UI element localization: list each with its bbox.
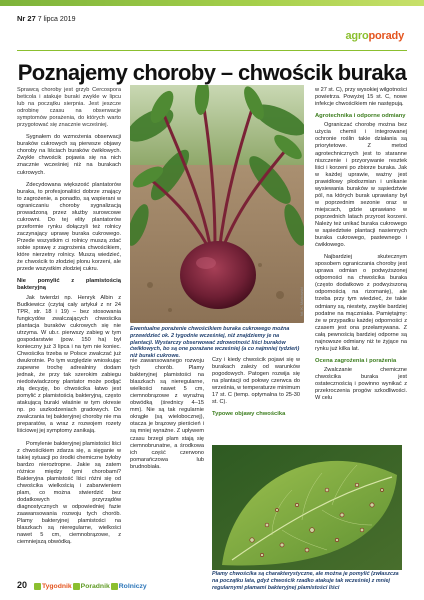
section-logo-part2: porady (368, 30, 404, 42)
issue-info (17, 14, 75, 23)
brand-mark-icon (73, 583, 80, 590)
page-number: 20 (17, 580, 28, 590)
brand-mark-icon (111, 583, 118, 590)
paragraph: Czy i kiedy chwościk pojawi się w burakach zależy od warunków pogodowych. Patogen rozwija się na plantacji od połowy czerwca do września, w temperaturze minimum 17 st. C (temp. optymalna to 25-30 st. C). (212, 357, 300, 406)
subheading-assessment: Ocena zagrożenia i porażenia (315, 357, 397, 364)
brand-part-1: Tygodnik (41, 583, 72, 590)
photo-credit: fot. K. Markowski (300, 287, 304, 316)
beet-field-photo (130, 85, 304, 323)
paragraph: Sygnałem do wzmożenia obserwacji buraków cukrowych są pierwsze objawy choroby na liściach buraków ćwikłowych. Zwykle chwościk pojawia się na nich znacznie wcześniej niż na burakach cukrowych. (17, 134, 121, 176)
brand-part-3: Rolniczy (118, 583, 147, 590)
article-intro: Sprawcą choroby jest grzyb Cercospora beticola i atakuje buraki zwykle w lipcu lub na początku sierpnia. Jest jeszcze odrobinę czasu na obserwacje symptomów porażenia, do których warto przygotować się znacznie wcześniej. (17, 87, 121, 129)
article-title: Poznajemy choroby – chwościk buraka (17, 60, 407, 85)
subheading-agrotechnics: Agrotechnika i odporne odmiany (315, 113, 406, 120)
brand-part-2: Poradnik (80, 583, 110, 590)
top-accent-stripe (0, 0, 424, 6)
paragraph: Pomylenie bakteryjnej plamistości liści z chwościkiem zdarza się, a sięganie w takiej sytuacji po środki chemiczne byłoby bardzo nieroztropne. Jakie są zatem różnice między tymi chorobami? Bakteryjna plamistość liści różni się od chwościka wielkością i zabarwieniem plam, co można stwierdzić bez dodatkowych przyrządów diagnostycznych w odpowiedniej fazie zaawansowania rozwoju tych chorób. Plamy bakteryjnej plamistości na blaszkach są nieregularne, wielkości nawet 5 cm, ciemnobrązowe, z ciemniejszą obwódką. (17, 440, 121, 546)
leaf-spots-photo (212, 445, 402, 570)
header-divider (17, 50, 407, 51)
issue-date: 7 lipca 2019 (37, 16, 76, 23)
beet-photo-illustration (130, 85, 304, 323)
photo-caption: Ewentualne porażenie chwościkiem buraka cukrowego można przewidzieć ok. 2 tygodnie wcześniej, niż znajdziemy je na plantacji. Wystarczy obserwować zdrowotność liści buraków ćwikłowych, bo są one porażane wcześniej (a co najmniej tydzień) niż buraki cukrowe. (130, 326, 300, 360)
paragraph: nie zawansowanego rozwoju tych chorób. Plamy bakteryjnej plamistości na blaszkach są nieregularne, wielkości nawet 5 cm, ciemnobrązowe z wyraźną obwódką (średnicy 4–15 mm). Nie są tak regularnie okrągłe (są wielobocznej), otacza je brązowy pierścień i są mniej wyraźne. Z upływem czasu brzegi plam stają się ciemnobrunatne, a środkowa ich część czerwono pomarańczowa lub brudnobiała. (130, 358, 204, 470)
brand-mark-icon (34, 583, 41, 590)
article-column-1 (17, 87, 121, 551)
paragraph: Zdecydowana większość plantatorów buraka, to profesjonaliści dobrze znający to zagrożenie, a ponadto, są wspierani w ograniczaniu choroby sygnalizacją prowadzoną przez służby surowcowe cukrowni. Do tej elity plantatorów przeformie rynku dołączyli też rolnicy zaczynający uprawę buraka cukrowego. Przede wszystkim ci rolnicy muszą zdać sobie sprawę z zagrożenia chwościkiem, które nierzetny rolnicy. Muszą wiedzieć, że chwościk to złodziej plonu korzeni, ale przede wszystkim złodziej cukru. (17, 181, 121, 273)
paragraph: Najbardziej skutecznym sposobem ograniczania choroby jest uprawa odmian o podwyższonej odporności na chwościka buraka (często dodatkowo z podwyższoną odpornością na rizomanię), ale trzeba przy tym wiedzieć, że takie odmiany są, niestety, zwykle bardziej podatne na mączniaka. Pamiętajmy: że w przypadku każdej odporności z czasem jest ona przełamywana. Z całą pewnością bardziej odporne są najnowsze odmiany niż te żyjące na rynku już kilka lat. (315, 254, 407, 352)
paragraph: Ograniczać chorobę można bez użycia chemii i integrowanej ochronie roślin takie działania są priorytetowe. Z metod agrotechnicznych jest to staranne niszczenie i przyorywanie resztek liści i korzeni po zbiorze buraka. Jak w każdej uprawie, ważny jest prawidłowy płodozmian i unikanie wysiewania buraków w sąsiedztwie pól, na których burak uprawiany był w poprzednim sezonie oraz w miejscach, gdzie uprawiano w poprzednich latach przyrost korzeni. Należy też unikać buraka cukrowego w sąsiedztwie plantacji nasiennych buraka cukrowego, pastewnego i ćwikłowego. (315, 122, 407, 249)
article-column-3 (212, 357, 300, 421)
paragraph: Zwalczanie chemiczne chwościka buraka jest ostatecznością i powinno wynikać z przekroczenia progów szkodliwości. W celu (315, 367, 407, 402)
section-logo (345, 30, 404, 42)
paragraph: Jak twierdzi np. Henryk Albin z Budkiewicz (czytaj cały artykuł z nr 24 TPR, str. 18 i 19) – bez stosowania fungicydów zwalczających chwościka plantacja buraków cukrowych się nie utrzyma. W ub.r. pierwszy zabieg w tym gospodarstwie (pow. 150 ha) był konieczny już 3 lipca i na tym nie koniec. Chwościka trzeba w Polsce zwalczać już dwukrotnie. Po tym względzie wnioskując zapewne trochę adrealniny dodam jednak, że przy tak szerokim zabiegu niedoświadczony plantator może podjąć złą decyzję, bo chwościka łatwo jest pomylić z plamistością bakteryjną, często atakującą buraki właśnie w tym okresie np. po uszkodzeniach gradowych. Do zwalczania tej bakteryjnej choroby nie ma preparatów, a wraz z rozwojem rozety liściowej jej symptomy zanikają. (17, 294, 121, 435)
issue-number: Nr 27 (17, 14, 36, 23)
leaf-photo-caption: Plamy chwościka są charakterystyczne, ale można je pomylić (zwłaszcza na początku lata, gdyż chwościk rzadko atakuje tak wcześnie) z mniej regularnymi plamami bakteryjnej plamistości liści (212, 571, 399, 591)
article-column-2 (130, 358, 204, 476)
section-logo-part1: agro (345, 30, 369, 42)
paragraph: w 27 st. C), przy wysokiej wilgotności powietrza. Powyżej 15 st. C, nowe infekcje chwościkiem nie następują. (315, 87, 408, 108)
article-column-4 (315, 87, 407, 407)
publication-brand (33, 583, 147, 590)
leaf-photo-illustration (212, 445, 402, 570)
subheading-symptoms: Typowe objawy chwościka (212, 411, 286, 418)
subheading-resist: Nie pomylić z plamistością bakteryjną (17, 278, 121, 292)
page-footer (17, 580, 147, 590)
